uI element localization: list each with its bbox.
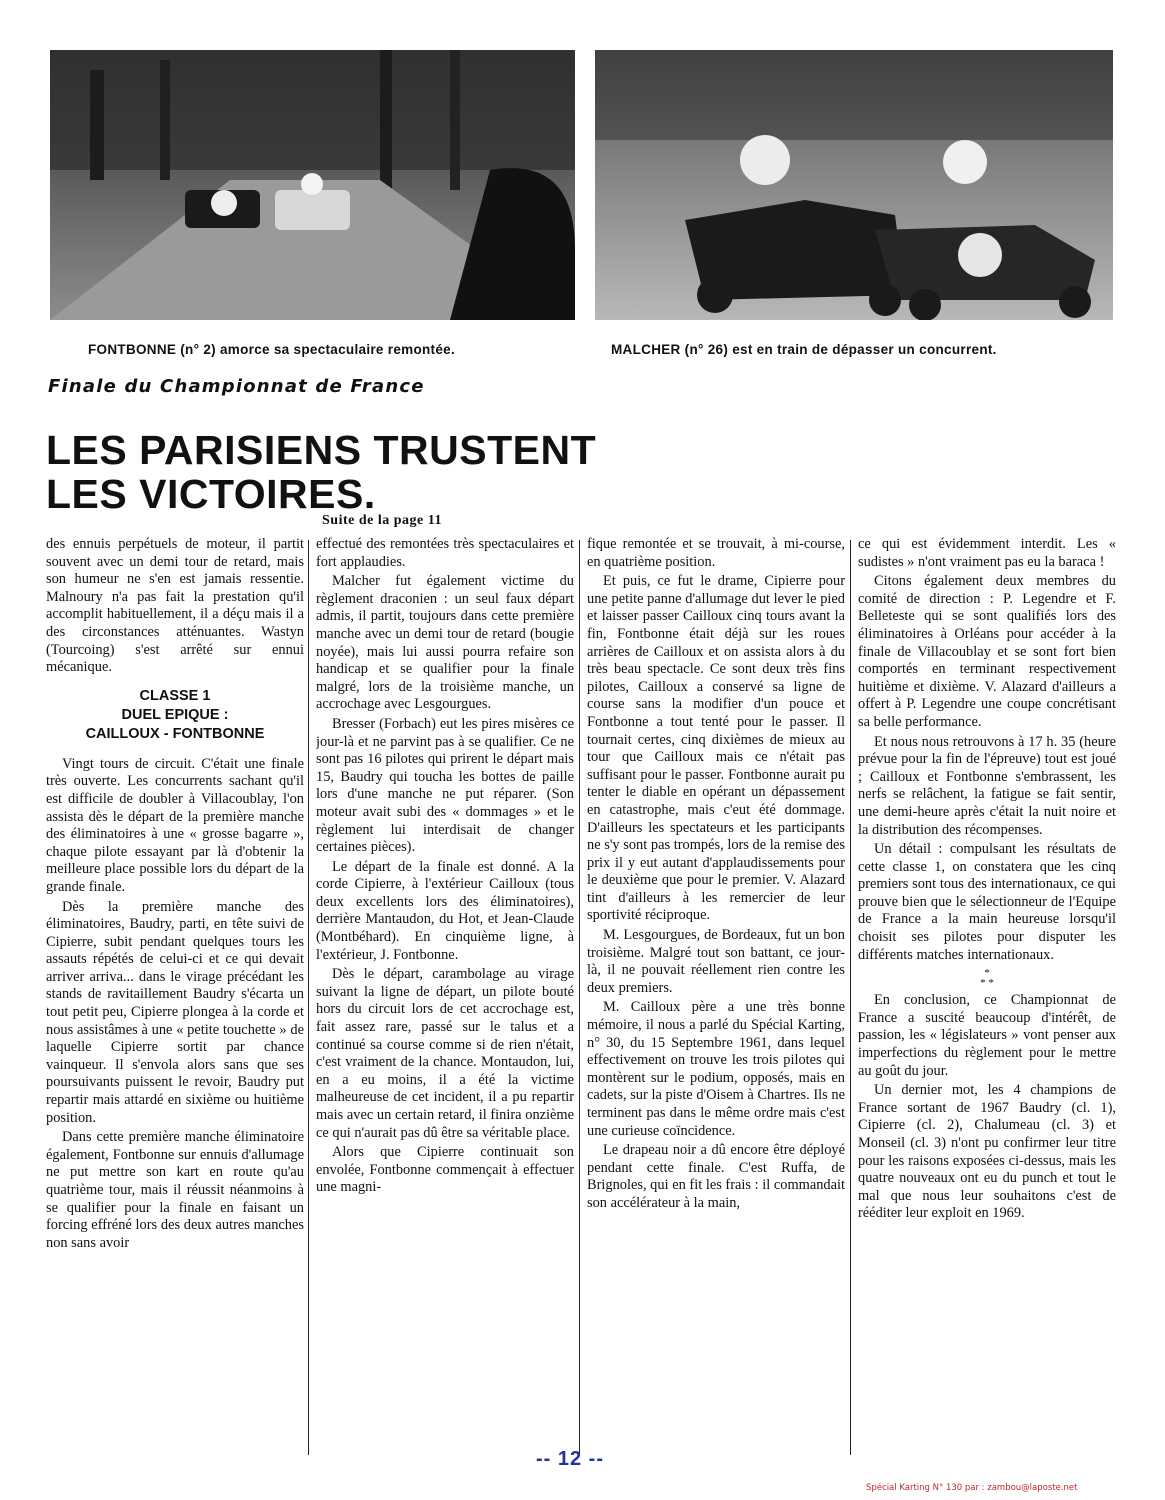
paragraph: M. Cailloux père a une très bonne mémoire, il nous a parlé du Spécial Karting, n° 30, du 15 Septembre 1961, dans lequel effectivement on trouve les trois pilotes qui montèrent sur le podium, opposés, mais en cadets, sur la piste d'Oisem à Chartres. Ils ne terminent pas dans le même ordre mais c'est une curieuse coïncidence. xyxy=(587,999,845,1139)
section-heading xyxy=(46,687,304,744)
paragraph: Le drapeau noir a dû encore être déployé pendant cette finale. C'est Ruffa, de Brignoles, qui en fit les frais : il commandait son accélérateur à la main, xyxy=(587,1142,845,1211)
column-rule-3 xyxy=(850,540,851,1455)
text-column-3 xyxy=(587,536,845,1454)
paragraph: Dans cette première manche éliminatoire également, Fontbonne sur ennuis d'allumage ne put mettre son kart en route qu'au quatrième tour, mais il réussit néanmoins à se qualifier pour la finale en faisant un forcing effréné lors des deux autres manches non sans avoir xyxy=(46,1129,304,1251)
article-kicker: Finale du Championnat de France xyxy=(48,376,425,397)
paragraph: effectué des remontées très spectaculaires et fort applaudies. xyxy=(316,536,574,570)
headline-line-2: LES VICTOIRES. xyxy=(46,471,376,517)
paragraph: Un détail : compulsant les résultats de cette classe 1, on constatera que les cinq premiers sont tous des internationaux, ce qui prouve bien que le sélectionneur de l'Equipe de France a la main heureuse lorsqu'il choisit ses pilotes pour disputer les différents matches internationaux. xyxy=(858,841,1116,963)
paragraph: Et puis, ce fut le drame, Cipierre pour une petite panne d'allumage dut lever le pied et laisser passer Cailloux cinq tours avant la fin, Fontbonne était déjà sur les roues arrières de Cailloux et on assista alors à du très beau spectacle. Ce sont deux très fins pilotes, Cailloux a conservé sa ligne de course sans la modifier d'un pouce et Fontbonne a tout tenté pour le passer. Il tournait certes, cinq dixièmes de mieux au tour que Cailloux mais ce n'était pas suffisant pour le passer. Fontbonne aurait pu tenter le diable en opérant un dépassement en catastrophe, mais c'eut été dommage. D'ailleurs les spectateurs et les participants ne s'y sont pas trompés, lors de la remise des prix il y eut autant d'applaudissements pour le deuxième que pour le premier. V. Alazard tint d'ailleurs à les remercier de leur sportivité réciproque. xyxy=(587,573,845,924)
photo-fontbonne-race xyxy=(50,50,575,320)
paragraph: Citons également deux membres du comité de direction : P. Legendre et F. Belleteste qui se sont qualifiés lors des éliminatoires à Orléans pour accéder à la finale de Villacoublay et se sont fort bien comportés en terminant respectivement huitième et dixième. V. Alazard d'ailleurs a offert à P. Legendre une coupe concrétisant sa belle performance. xyxy=(858,573,1116,730)
continuation-note: Suite de la page 11 xyxy=(322,513,442,528)
paragraph: des ennuis perpétuels de moteur, il partit souvent avec un demi tour de retard, mais son humeur ne s'en est jamais ressentie. Malnoury n'a pas fait la prestation qu'il accomplit habituellement, il a déçu mais il a des circonstances atténuantes. Wastyn (Tourcoing) s'est arrêté sur ennui mécanique. xyxy=(46,536,304,676)
page-number: -- 12 -- xyxy=(536,1448,604,1470)
section-heading-line: DUEL EPIQUE : xyxy=(121,706,229,723)
text-column-4 xyxy=(858,536,1116,1454)
paragraph: Vingt tours de circuit. C'était une finale très ouverte. Les concurrents sachant qu'il est difficile de doubler à Villacoublay, l'on assista dès le départ de la première manche des éliminatoires à une « grosse bagarre », chaque pilote essayant par là d'obtenir la meilleure place possible lors du départ de la grande finale. xyxy=(46,755,304,895)
paragraph: Dès le départ, carambolage au virage suivant la ligne de départ, un pilote bouté hors du circuit lors de cet accrochage est, fait assez rare, passé sur le talus et a continué sa course comme si de rien n'était, c'est vraiment de la chance. Montaudon, lui, en a eu moins, il a été la victime malheureuse de cet incident, il a pu repartir mais avec un certain retard, il finira onzième ce qui n'aurait pas dû être sa véritable place. xyxy=(316,966,574,1141)
text-column-1 xyxy=(46,536,304,1454)
paragraph: Le départ de la finale est donné. A la corde Cipierre, à l'extérieur Cailloux (tous deux excellents lors des éliminatoires), derrière Mantaudon, du Hot, et Jean-Claude (Montbéhard). En cinquième ligne, à l'extérieur, J. Fontbonne. xyxy=(316,858,574,963)
section-heading-line: CLASSE 1 xyxy=(139,687,211,704)
paragraph: Dès la première manche des éliminatoires, Baudry, parti, en tête suivi de Cipierre, subit pendant quelques tours les assauts répétés de celui-ci et ce qui devait arriver arriva... dans le virage précédant les stands de ravitaillement Baudry s'écarta un tout petit peu, Cipierre plongea à la corde et nous assistâmes à une « petite touchette » de laquelle Cipierre sortit par chance vainqueur. Il s'envola alors sans que ses poursuivants puissent le revoir, Baudry put repartir mais attardé en sixième ou huitième position. xyxy=(46,898,304,1126)
headline-line-1: LES PARISIENS TRUSTENT xyxy=(46,427,597,473)
photo-malcher-overtaking xyxy=(595,50,1113,320)
column-rule-1 xyxy=(308,540,309,1455)
photo-caption-right: MALCHER (n° 26) est en train de dépasser un concurrent. xyxy=(611,342,997,357)
paragraph: Bresser (Forbach) eut les pires misères ce jour-là et ne parvint pas à se qualifier. Ce ne sont pas 16 pilotes qui prirent le départ mais 15, Baudry qui toucha les bottes de paille lors d'une manche ne put réparer. (Son moteur avait subi des « dommages » et le règlement lui interdisait de changer certaines pièces). xyxy=(316,715,574,856)
paragraph: Et nous nous retrouvons à 17 h. 35 (heure prévue pour la fin de l'épreuve) tout est joué ; Cailloux et Fontbonne s'embrassent, les nerfs se relâchent, la fatigue se fait sentir, une demi-heure après c'était la nuit noire et la distribution des récompenses. xyxy=(858,733,1116,838)
paragraph: M. Lesgourgues, de Bordeaux, fut un bon troisième. Malgré tout son battant, ce jour-là, il ne pouvait réellement rien contre les deux premiers. xyxy=(587,927,845,996)
section-separator: * * * xyxy=(980,967,994,990)
column-rule-2 xyxy=(579,540,580,1455)
paragraph: ce qui est évidemment interdit. Les « sudistes » n'ont vraiment pas eu la baraca ! xyxy=(858,536,1116,570)
section-heading-line: CAILLOUX - FONTBONNE xyxy=(85,725,265,742)
photo-caption-left: FONTBONNE (n° 2) amorce sa spectaculaire remontée. xyxy=(88,342,456,357)
paragraph: Alors que Cipierre continuait son envolée, Fontbonne commençait à effectuer une magni- xyxy=(316,1144,574,1196)
article-headline xyxy=(46,428,596,516)
scan-credit: Spécial Karting N° 130 par : zambou@laposte.net xyxy=(866,1483,1078,1493)
text-column-2 xyxy=(316,536,574,1454)
paragraph: Un dernier mot, les 4 champions de France sortant de 1967 Baudry (cl. 1), Cipierre (cl. 2), Chalumeau (cl. 3) et Monseil (cl. 3) n'ont pu confirmer leur titre pour les raisons exposées ci-dessus, mais les quatre nouveaux ont eu du punch et tout le mal que nous leur souhaitons c'est de rééditer leur exploit en 1969. xyxy=(858,1082,1116,1222)
paragraph: fique remontée et se trouvait, à mi-course, en quatrième position. xyxy=(587,536,845,570)
paragraph: Malcher fut également victime du règlement draconien : un seul faux départ admis, il partit, toujours dans cette première manche avec un demi tour de retard (bougie noyée), mais lui aussi pourra refaire son handicap et se qualifier pour la finale malgré, lors de la troisième manche, un accrochage avec Lesgourgues. xyxy=(316,573,574,713)
paragraph: En conclusion, ce Championnat de France a suscité beaucoup d'intérêt, de passion, les « législateurs » vont penser aux imperfections du règlement pour le mettre au goût du jour. xyxy=(858,992,1116,1079)
